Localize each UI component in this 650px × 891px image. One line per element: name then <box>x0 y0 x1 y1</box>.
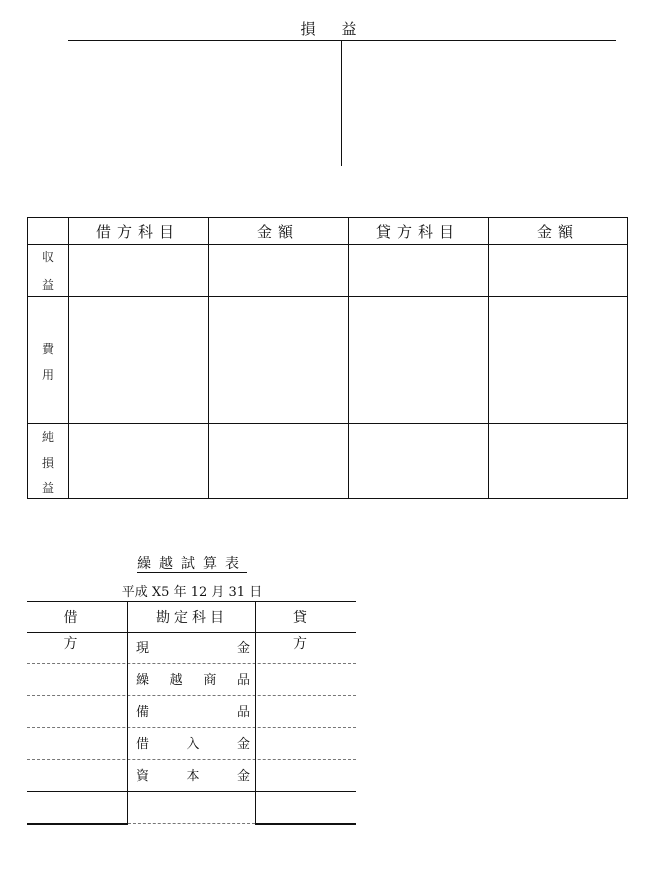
tb-account-cash <box>136 633 250 665</box>
trial-balance-title-text: 繰越試算表 <box>137 556 247 572</box>
tb-header-debit: 借方 <box>63 610 110 652</box>
char: 資 <box>136 769 150 784</box>
trial-balance-date: 平成 X5 年 12 月 31 日 <box>121 585 263 600</box>
char: 金 <box>236 769 250 784</box>
char: 借 <box>136 737 150 752</box>
char: 繰 <box>136 673 150 688</box>
tb-account-equipment <box>136 697 250 729</box>
trial-balance-title <box>28 553 348 573</box>
row-rule <box>28 296 627 297</box>
header-rule <box>28 244 627 245</box>
tb-credit-total-double-rule <box>255 823 356 825</box>
header-amount: 金額 <box>536 223 579 241</box>
char: 品 <box>236 705 250 720</box>
tb-debit-total-double-rule <box>27 823 128 825</box>
tb-account-inventory <box>136 665 250 697</box>
char: 金 <box>236 641 250 656</box>
row-label-net-1: 純 <box>41 430 54 444</box>
t-account-top-rule <box>68 40 616 41</box>
column-divider <box>488 218 489 498</box>
char: 入 <box>186 737 200 752</box>
tb-account-capital <box>136 761 250 793</box>
t-account-title: 損益 <box>300 20 383 38</box>
header-amount: 金額 <box>256 223 299 241</box>
tb-header-credit: 貸方 <box>293 610 339 652</box>
tb-left-divider <box>127 601 128 825</box>
tb-right-divider <box>255 601 256 825</box>
char: 本 <box>186 769 200 784</box>
tb-total-center-rule <box>128 823 255 824</box>
column-divider <box>68 218 69 498</box>
column-divider <box>208 218 209 498</box>
tb-account-borrowings <box>136 729 250 761</box>
char: 備 <box>136 705 150 720</box>
header-credit-account: 貸方科目 <box>375 223 460 241</box>
row-label-expense-1: 費 <box>41 342 54 356</box>
char: 現 <box>136 641 150 656</box>
tb-header-account: 勘定科目 <box>156 610 228 626</box>
row-label-revenue-2: 益 <box>41 278 54 292</box>
row-label-expense-2: 用 <box>41 368 54 382</box>
row-label-net-2: 損 <box>41 456 54 470</box>
char: 品 <box>236 673 250 688</box>
column-divider <box>348 218 349 498</box>
row-rule <box>28 423 627 424</box>
char: 商 <box>203 673 217 688</box>
row-label-net-3: 益 <box>41 481 54 495</box>
t-account-center-rule <box>341 40 342 166</box>
closing-entries-table <box>27 217 628 499</box>
char: 金 <box>236 737 250 752</box>
row-label-revenue-1: 収 <box>41 250 54 264</box>
char: 越 <box>169 673 183 688</box>
tb-top-rule <box>27 601 356 602</box>
header-debit-account: 借方科目 <box>95 223 180 241</box>
